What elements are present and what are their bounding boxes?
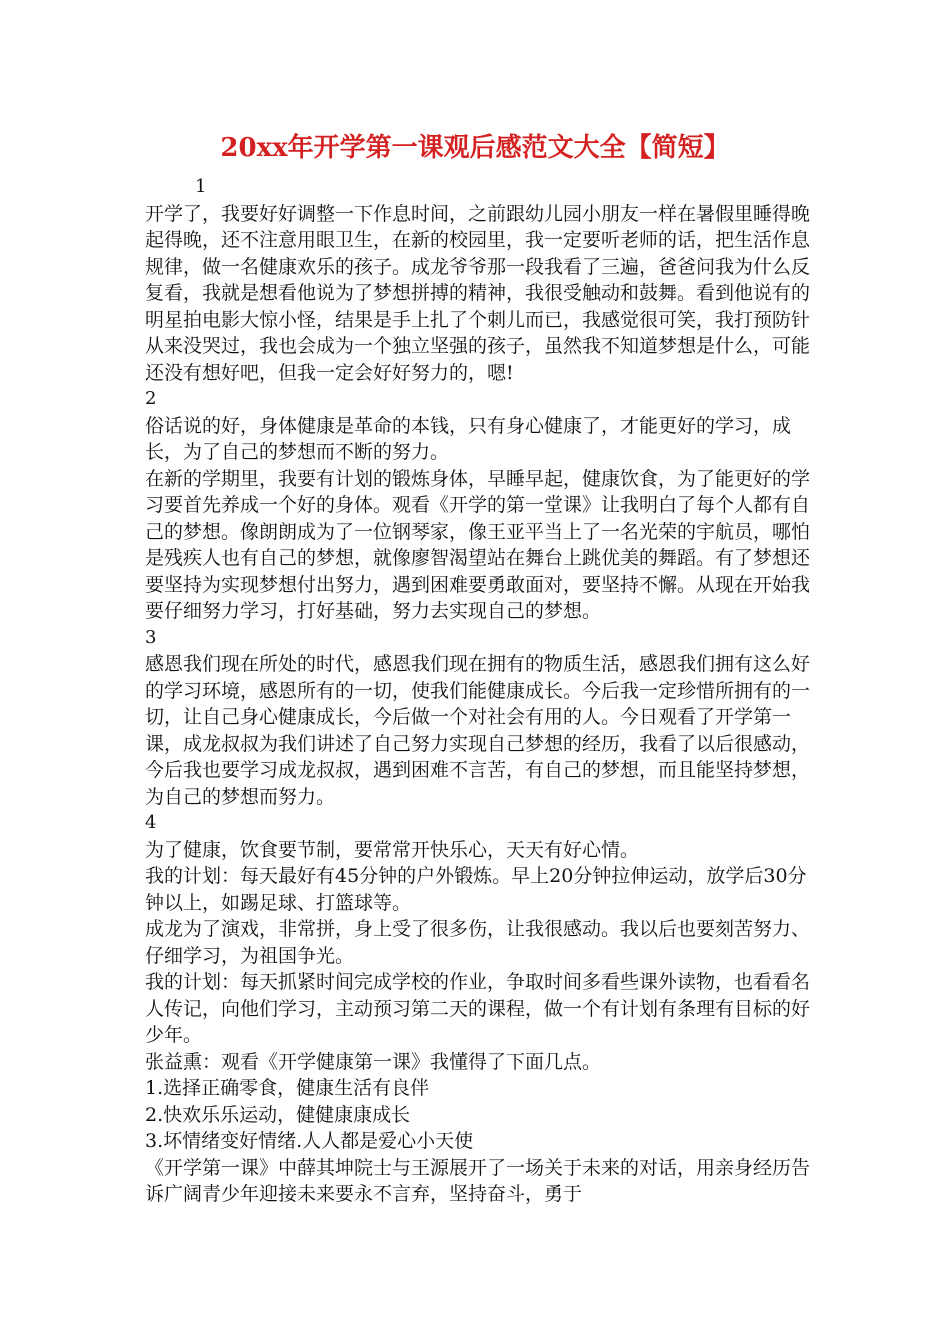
section-number: 2: [145, 388, 157, 409]
section-number: 3: [145, 626, 157, 648]
list-item: 1.选择正确零食，健康生活有良伴: [145, 1077, 430, 1099]
list-item: 3.坏情绪变好情绪.人人都是爱心小天使: [145, 1130, 474, 1152]
document-body: [145, 174, 810, 1208]
paragraph: 我的计划：每天抓紧时间完成学校的作业，争取时间多看些课外读物，也看看名人传记，向他们学习，主动预习第二天的课程，做一个有计划有条理有目标的好少年。: [145, 971, 811, 1046]
paragraph: 我的计划：每天最好有45分钟的户外锻炼。早上20分钟拉伸运动，放学后30分钟以上，如踢足球、打篮球等。: [145, 865, 807, 914]
paragraph: 感恩我们现在所处的时代，感恩我们现在拥有的物质生活，感恩我们拥有这么好的学习环境，感恩所有的一切，使我们能健康成长。今后我一定珍惜所拥有的一切，让自己身心健康成长，今后做一个对社会有用的人。今日观看了开学第一课，成龙叔叔为我们讲述了自己努力实现自己梦想的经历，我看了以后很感动，今后我也要学习成龙叔叔，遇到困难不言苦，有自己的梦想，而且能坚持梦想，为自己的梦想而努力。: [145, 653, 811, 808]
paragraph: 开学了，我要好好调整一下作息时间，之前跟幼儿园小朋友一样在暑假里睡得晚起得晚，还不注意用眼卫生，在新的校园里，我一定要听老师的话，把生活作息规律，做一名健康欢乐的孩子。成龙爷爷那一段我看了三遍，爸爸问我为什么反复看，我就是想看他说为了梦想拼搏的精神，我很受触动和鼓舞。看到他说有的明星拍电影大惊小怪，结果是手上扎了个刺儿而已，我感觉很可笑，我打预防针从来没哭过，我也会成为一个独立坚强的孩子，虽然我不知道梦想是什么，可能还没有想好吧，但我一定会好好努力的，嗯!: [145, 202, 811, 384]
paragraph: 成龙为了演戏，非常拼，身上受了很多伤，让我很感动。我以后也要刻苦努力、仔细学习，为祖国争光。: [145, 918, 811, 967]
paragraph: 《开学第一课》中薛其坤院士与王源展开了一场关于未来的对话，用亲身经历告诉广阔青少年迎接未来要永不言弃，坚持奋斗，勇于: [145, 1156, 811, 1205]
paragraph: 张益熏：观看《开学健康第一课》我懂得了下面几点。: [145, 1050, 602, 1073]
paragraph: 俗话说的好，身体健康是革命的本钱，只有身心健康了，才能更好的学习，成长，为了自己的梦想而不断的努力。: [145, 414, 792, 463]
paragraph: 为了健康，饮食要节制，要常常开快乐心，天天有好心情。: [145, 838, 640, 861]
section-number: 4: [145, 812, 157, 833]
list-item: 2.快欢乐乐运动，健健康康成长: [145, 1103, 411, 1126]
paragraph: 在新的学期里，我要有计划的锻炼身体，早睡早起，健康饮食，为了能更好的学习要首先养成一个好的身体。观看《开学的第一堂课》让我明白了每个人都有自己的梦想。像朗朗成为了一位钢琴家，像王亚平当上了一名光荣的宇航员，哪怕是残疾人也有自己的梦想，就像廖智渴望站在舞台上跳优美的舞蹈。有了梦想还要坚持为实现梦想付出努力，遇到困难要勇敢面对，要坚持不懈。从现在开始我要仔细努力学习，打好基础，努力去实现自己的梦想。: [145, 467, 811, 622]
section-number: 1: [195, 176, 207, 197]
document-title: 20xx年开学第一课观后感范文大全【简短】: [220, 133, 730, 163]
